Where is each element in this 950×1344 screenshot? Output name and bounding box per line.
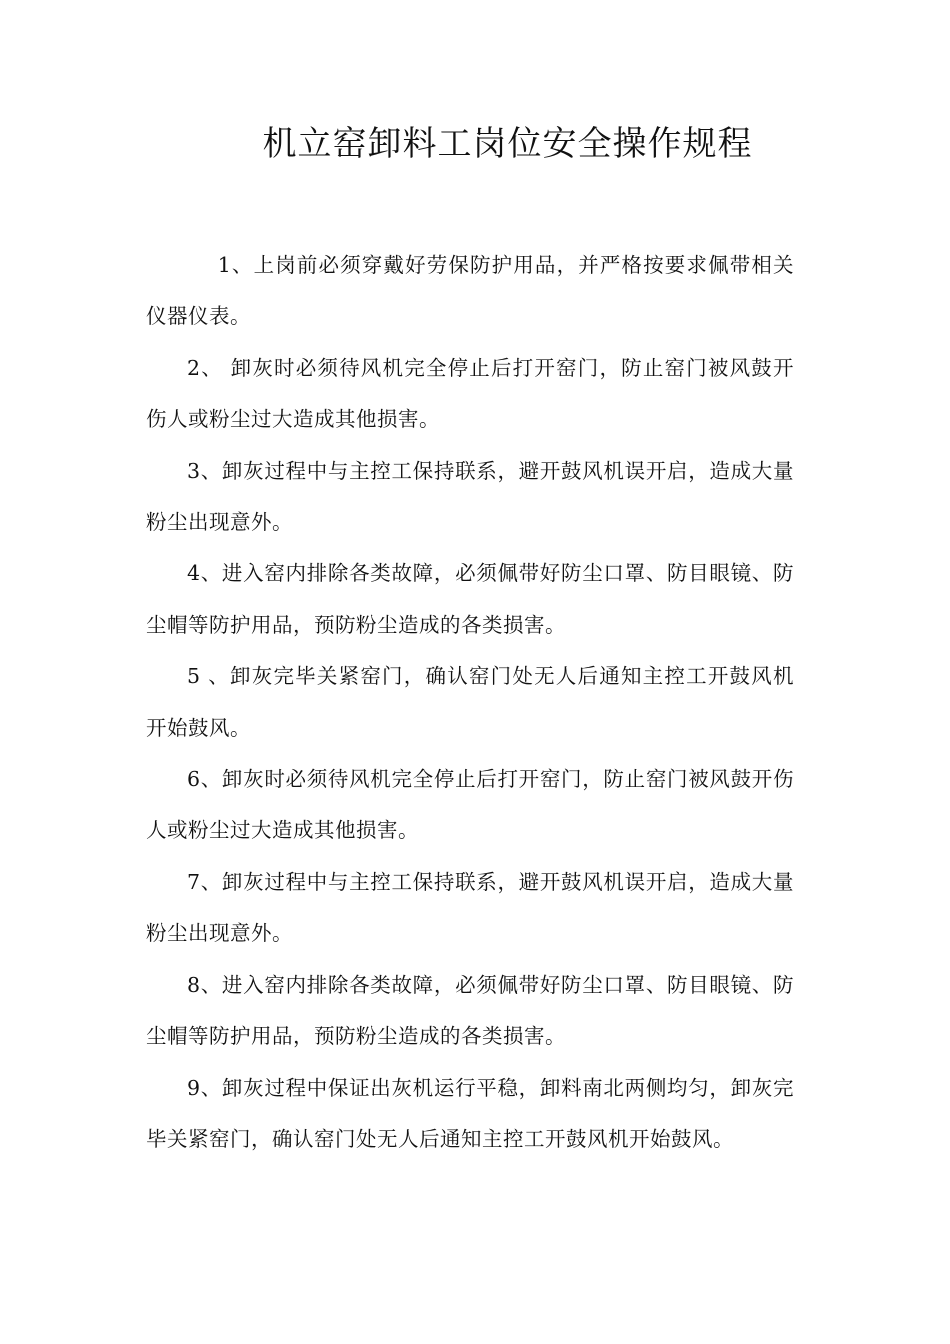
paragraph-7: 7、卸灰过程中与主控工保持联系，避开鼓风机误开启，造成大量粉尘出现意外。: [146, 869, 794, 946]
paragraph-2: 2、 卸灰时必须待风机完全停止后打开窑门，防止窑门被风鼓开伤人或粉尘过大造成其他损害。: [146, 355, 794, 432]
paragraph-3: 3、卸灰过程中与主控工保持联系，避开鼓风机误开启，造成大量粉尘出现意外。: [146, 458, 794, 535]
document-title: 机立窑卸料工岗位安全操作规程: [262, 124, 753, 164]
paragraph-1: 1、上岗前必须穿戴好劳保防护用品，并严格按要求佩带相关仪器仪表。: [146, 253, 794, 329]
document-body: [146, 240, 794, 1165]
paragraph-6: 6、卸灰时必须待风机完全停止后打开窑门，防止窑门被风鼓开伤人或粉尘过大造成其他损害。: [146, 767, 794, 843]
paragraph-8: 8、进入窑内排除各类故障，必须佩带好防尘口罩、防目眼镜、防尘帽等防护用品，预防粉尘造成的各类损害。: [146, 972, 794, 1049]
paragraph-5: 5 、卸灰完毕关紧窑门，确认窑门处无人后通知主控工开鼓风机开始鼓风。: [146, 664, 794, 740]
paragraph-9: 9、卸灰过程中保证出灰机运行平稳，卸料南北两侧均匀，卸灰完毕关紧窑门，确认窑门处无人后通知主控工开鼓风机开始鼓风。: [146, 1075, 794, 1151]
paragraph-4: 4、进入窑内排除各类故障，必须佩带好防尘口罩、防目眼镜、防尘帽等防护用品，预防粉尘造成的各类损害。: [146, 561, 794, 637]
